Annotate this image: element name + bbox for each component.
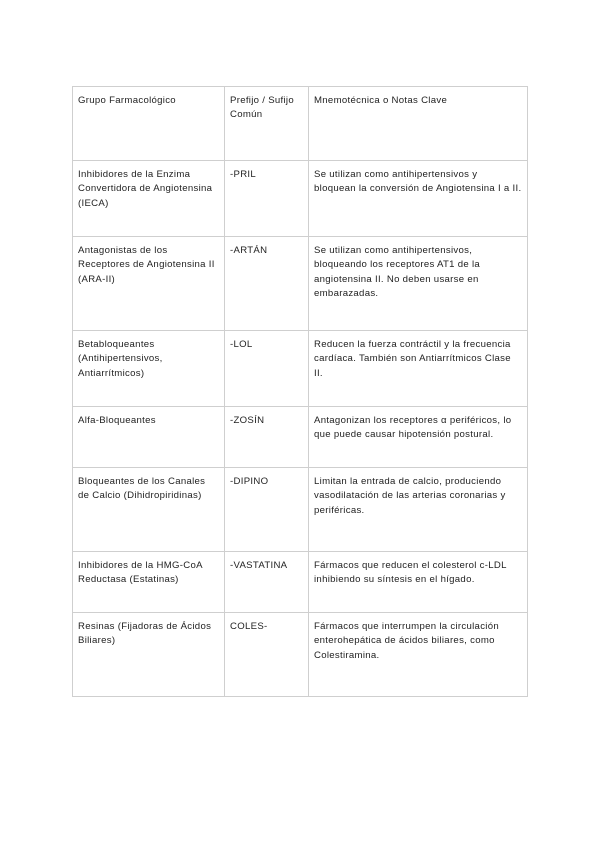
cell-note: Limitan la entrada de calcio, produciendo vasodilatación de las arterias coronarias y periféricas.	[309, 468, 528, 552]
cell-note: Reducen la fuerza contráctil y la frecuencia cardíaca. También son Antiarrítmicos Clase II.	[309, 331, 528, 407]
cell-group: Inhibidores de la HMG-CoA Reductasa (Estatinas)	[73, 552, 225, 613]
header-notes: Mnemotécnica o Notas Clave	[309, 87, 528, 161]
cell-group: Resinas (Fijadoras de Ácidos Biliares)	[73, 613, 225, 697]
cell-affix: COLES-	[225, 613, 309, 697]
cell-group: Alfa-Bloqueantes	[73, 407, 225, 468]
table-row	[73, 161, 528, 237]
cell-group: Inhibidores de la Enzima Convertidora de Angiotensina (IECA)	[73, 161, 225, 237]
cell-note: Fármacos que reducen el colesterol c-LDL inhibiendo su síntesis en el hígado.	[309, 552, 528, 613]
table-row	[73, 552, 528, 613]
cell-affix: -LOL	[225, 331, 309, 407]
pharmacology-table	[72, 86, 528, 697]
cell-affix: -ZOSÍN	[225, 407, 309, 468]
cell-group: Bloqueantes de los Canales de Calcio (Dihidropiridinas)	[73, 468, 225, 552]
cell-affix: -PRIL	[225, 161, 309, 237]
cell-note: Antagonizan los receptores α periféricos, lo que puede causar hipotensión postural.	[309, 407, 528, 468]
cell-affix: -ARTÁN	[225, 237, 309, 331]
table-row	[73, 407, 528, 468]
table-row	[73, 237, 528, 331]
table-row	[73, 331, 528, 407]
cell-note: Se utilizan como antihipertensivos y bloquean la conversión de Angiotensina I a II.	[309, 161, 528, 237]
table-row	[73, 613, 528, 697]
cell-group: Antagonistas de los Receptores de Angiotensina II (ARA-II)	[73, 237, 225, 331]
table-row	[73, 468, 528, 552]
cell-group: Betabloqueantes (Antihipertensivos, Antiarrítmicos)	[73, 331, 225, 407]
table-header-row	[73, 87, 528, 161]
header-affix: Prefijo / Sufijo Común	[225, 87, 309, 161]
header-group: Grupo Farmacológico	[73, 87, 225, 161]
cell-affix: -VASTATINA	[225, 552, 309, 613]
cell-affix: -DIPINO	[225, 468, 309, 552]
cell-note: Fármacos que interrumpen la circulación enterohepática de ácidos biliares, como Colestiramina.	[309, 613, 528, 697]
cell-note: Se utilizan como antihipertensivos, bloqueando los receptores AT1 de la angiotensina II. No deben usarse en embarazadas.	[309, 237, 528, 331]
